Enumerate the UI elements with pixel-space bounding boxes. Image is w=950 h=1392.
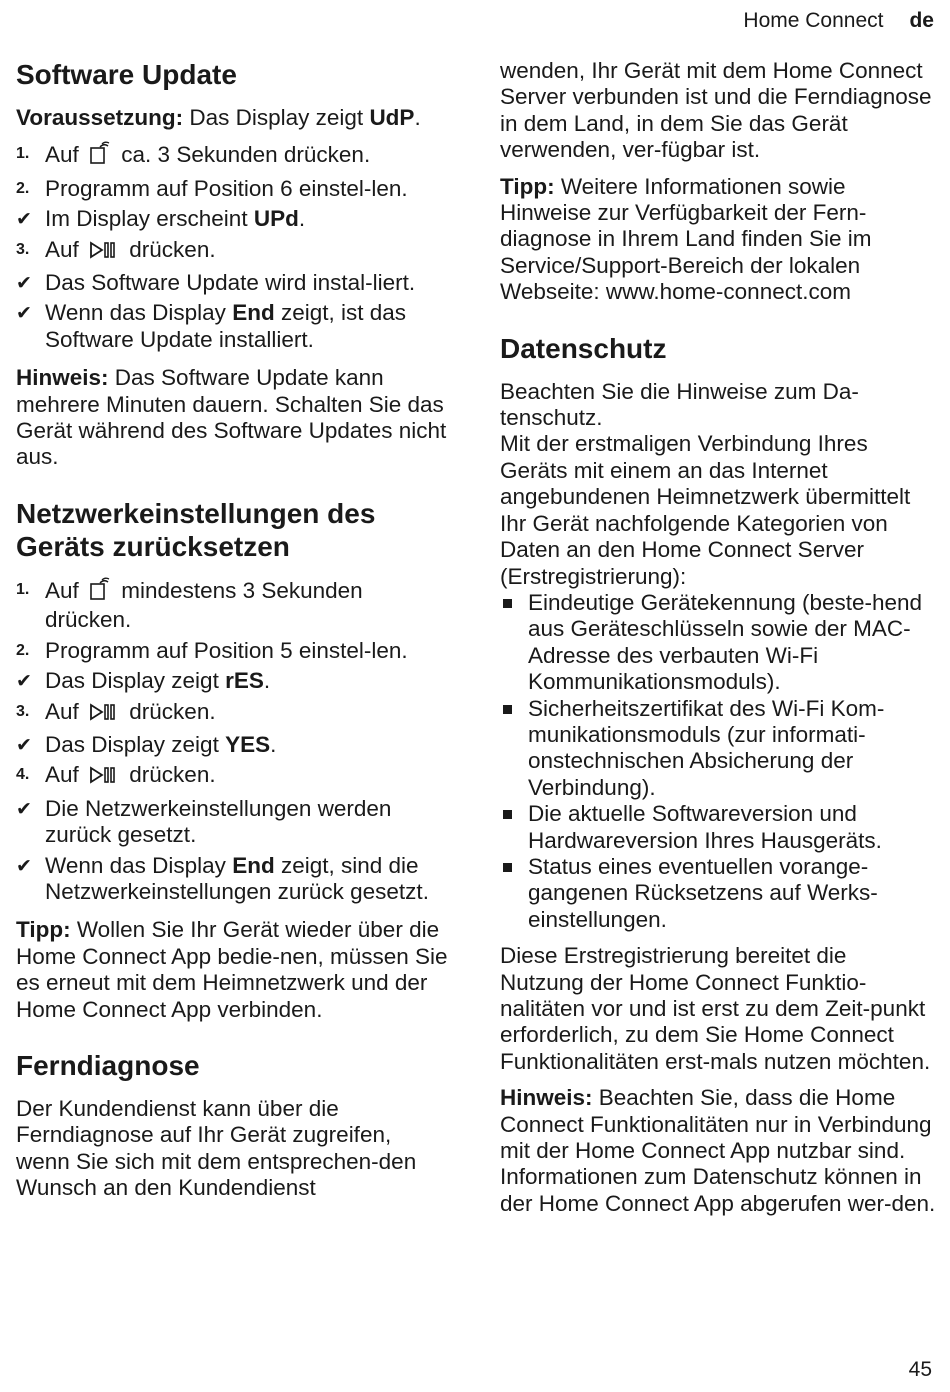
- header-language: de: [909, 9, 934, 32]
- privacy-note: Hinweis: Beachten Sie, dass die Home Connect Funktionalitäten nur in Verbindung mit der Home Connect App nutzbar sind. Informationen zum Datenschutz können in der Home Connect App abgerufen wer-den.: [500, 1085, 936, 1216]
- left-column: [16, 58, 448, 1212]
- step-item: 2. Programm auf Position 5 einstel-len.: [16, 637, 408, 663]
- network-reset-steps: [16, 577, 448, 905]
- right-column: [500, 58, 936, 1227]
- bullet-item: Sicherheitszertifikat des Wi-Fi Kom-munikationsmoduls (zur informati-onstechnischen Absicherung der Verbindung).: [500, 696, 936, 802]
- privacy-paragraph-1: Beachten Sie die Hinweise zum Da-tenschutz.: [500, 378, 859, 431]
- remote-start-icon: [89, 577, 111, 607]
- start-pause-icon: [89, 765, 119, 791]
- step-item: 3. Auf drücken.: [16, 699, 448, 728]
- bullet-square-icon: [503, 863, 512, 872]
- result-item: ✔ Das Display zeigt YES.: [16, 732, 448, 758]
- step-item: 3. Auf drücken.: [16, 237, 448, 266]
- remote-diagnosis-text-part2: wenden, Ihr Gerät mit dem Home Connect Server verbunden ist und die Ferndiagnose in dem Land, in dem Sie das Gerät verwenden, ver-fügbar ist.: [500, 58, 932, 163]
- step-item: 1. Auf ca. 3 Sekunden drücken.: [16, 141, 448, 171]
- start-pause-icon: [89, 702, 119, 728]
- network-reset-tip: Tipp: Wollen Sie Ihr Gerät wieder über die Home Connect App bedie-nen, müssen Sie es erneut mit dem Heimnetzwerk und der Home Connect App verbinden.: [16, 917, 448, 1022]
- result-item: ✔ Das Display zeigt rES.: [16, 668, 448, 694]
- result-item: ✔ Wenn das Display End zeigt, ist das Software Update installiert.: [16, 300, 406, 352]
- step-item: 1. Auf mindestens 3 Sekunden drücken.: [16, 577, 363, 633]
- bullet-square-icon: [503, 810, 512, 819]
- bullet-item: Die aktuelle Softwareversion und Hardwareversion Ihres Hausgeräts.: [500, 801, 936, 854]
- software-update-steps: [16, 141, 448, 353]
- step-item: 4. Auf drücken.: [16, 762, 448, 791]
- privacy-bullet-list: [500, 590, 936, 933]
- network-reset-heading: Netzwerkeinstellungen des Geräts zurücksetzen: [16, 497, 376, 562]
- software-update-precondition: Voraussetzung: Das Display zeigt UdP.: [16, 105, 421, 130]
- step-item: 2. Programm auf Position 6 einstel-len.: [16, 175, 408, 201]
- check-icon: ✔: [16, 855, 32, 877]
- privacy-paragraph-3: Diese Erstregistrierung bereitet die Nutzung der Home Connect Funktio-nalitäten vor und ist erst zu dem Zeit-punkt erforderlich, zu dem Sie Home Connect Funktionalitäten erst-mals nutzen möchten.: [500, 943, 931, 1074]
- bullet-item: Status eines eventuellen vorange-gangenen Rücksetzens auf Werks-einstellungen.: [500, 854, 936, 933]
- software-update-note: Hinweis: Das Software Update kann mehrere Minuten dauern. Schalten Sie das Gerät während des Software Updates nicht aus.: [16, 365, 447, 470]
- page-header: [743, 8, 934, 34]
- check-icon: ✔: [16, 209, 32, 231]
- bullet-square-icon: [503, 599, 512, 608]
- check-icon: ✔: [16, 734, 32, 756]
- result-item: ✔ Wenn das Display End zeigt, sind die Netzwerkeinstellungen zurück gesetzt.: [16, 852, 429, 904]
- check-icon: ✔: [16, 303, 32, 325]
- remote-diagnosis-heading: Ferndiagnose: [16, 1049, 200, 1081]
- remote-diagnosis-tip: Tipp: Weitere Informationen sowie Hinweise zur Verfügbarkeit der Fern-diagnose in Ihrem Land finden Sie im Service/Support-Bereich der lokalen Webseite: www.home-connect.com: [500, 173, 872, 305]
- check-icon: ✔: [16, 273, 32, 295]
- page-number: 45: [908, 1358, 932, 1381]
- check-icon: ✔: [16, 671, 32, 693]
- privacy-heading: Datenschutz: [500, 332, 667, 364]
- bullet-square-icon: [503, 705, 512, 714]
- remote-start-icon: [89, 141, 111, 171]
- bullet-item: Eindeutige Gerätekennung (beste-hend aus Geräteschlüsseln sowie der MAC-Adresse des verbauten Wi-Fi Kommunikationsmoduls).: [500, 590, 936, 696]
- remote-diagnosis-text-part1: Der Kundendienst kann über die Ferndiagnose auf Ihr Gerät zugreifen, wenn Sie sich mit dem entsprechen-den Wunsch an den Kundendienst: [16, 1095, 417, 1201]
- result-item: ✔ Die Netzwerkeinstellungen werden zurück gesetzt.: [16, 795, 392, 848]
- result-item: ✔ Im Display erscheint UPd.: [16, 206, 448, 232]
- privacy-paragraph-2: Mit der erstmaligen Verbindung Ihres Geräts mit einem an das Internet angebundenen Heimnetzwerk übermittelt Ihr Gerät nachfolgende Kategorien von Daten an den Home Connect Server (Erstregistrierung):: [500, 431, 911, 589]
- result-item: ✔ Das Software Update wird instal-liert.: [16, 270, 448, 296]
- check-icon: ✔: [16, 798, 32, 820]
- start-pause-icon: [89, 240, 119, 266]
- software-update-heading: Software Update: [16, 59, 237, 90]
- header-section: Home Connect: [743, 9, 884, 32]
